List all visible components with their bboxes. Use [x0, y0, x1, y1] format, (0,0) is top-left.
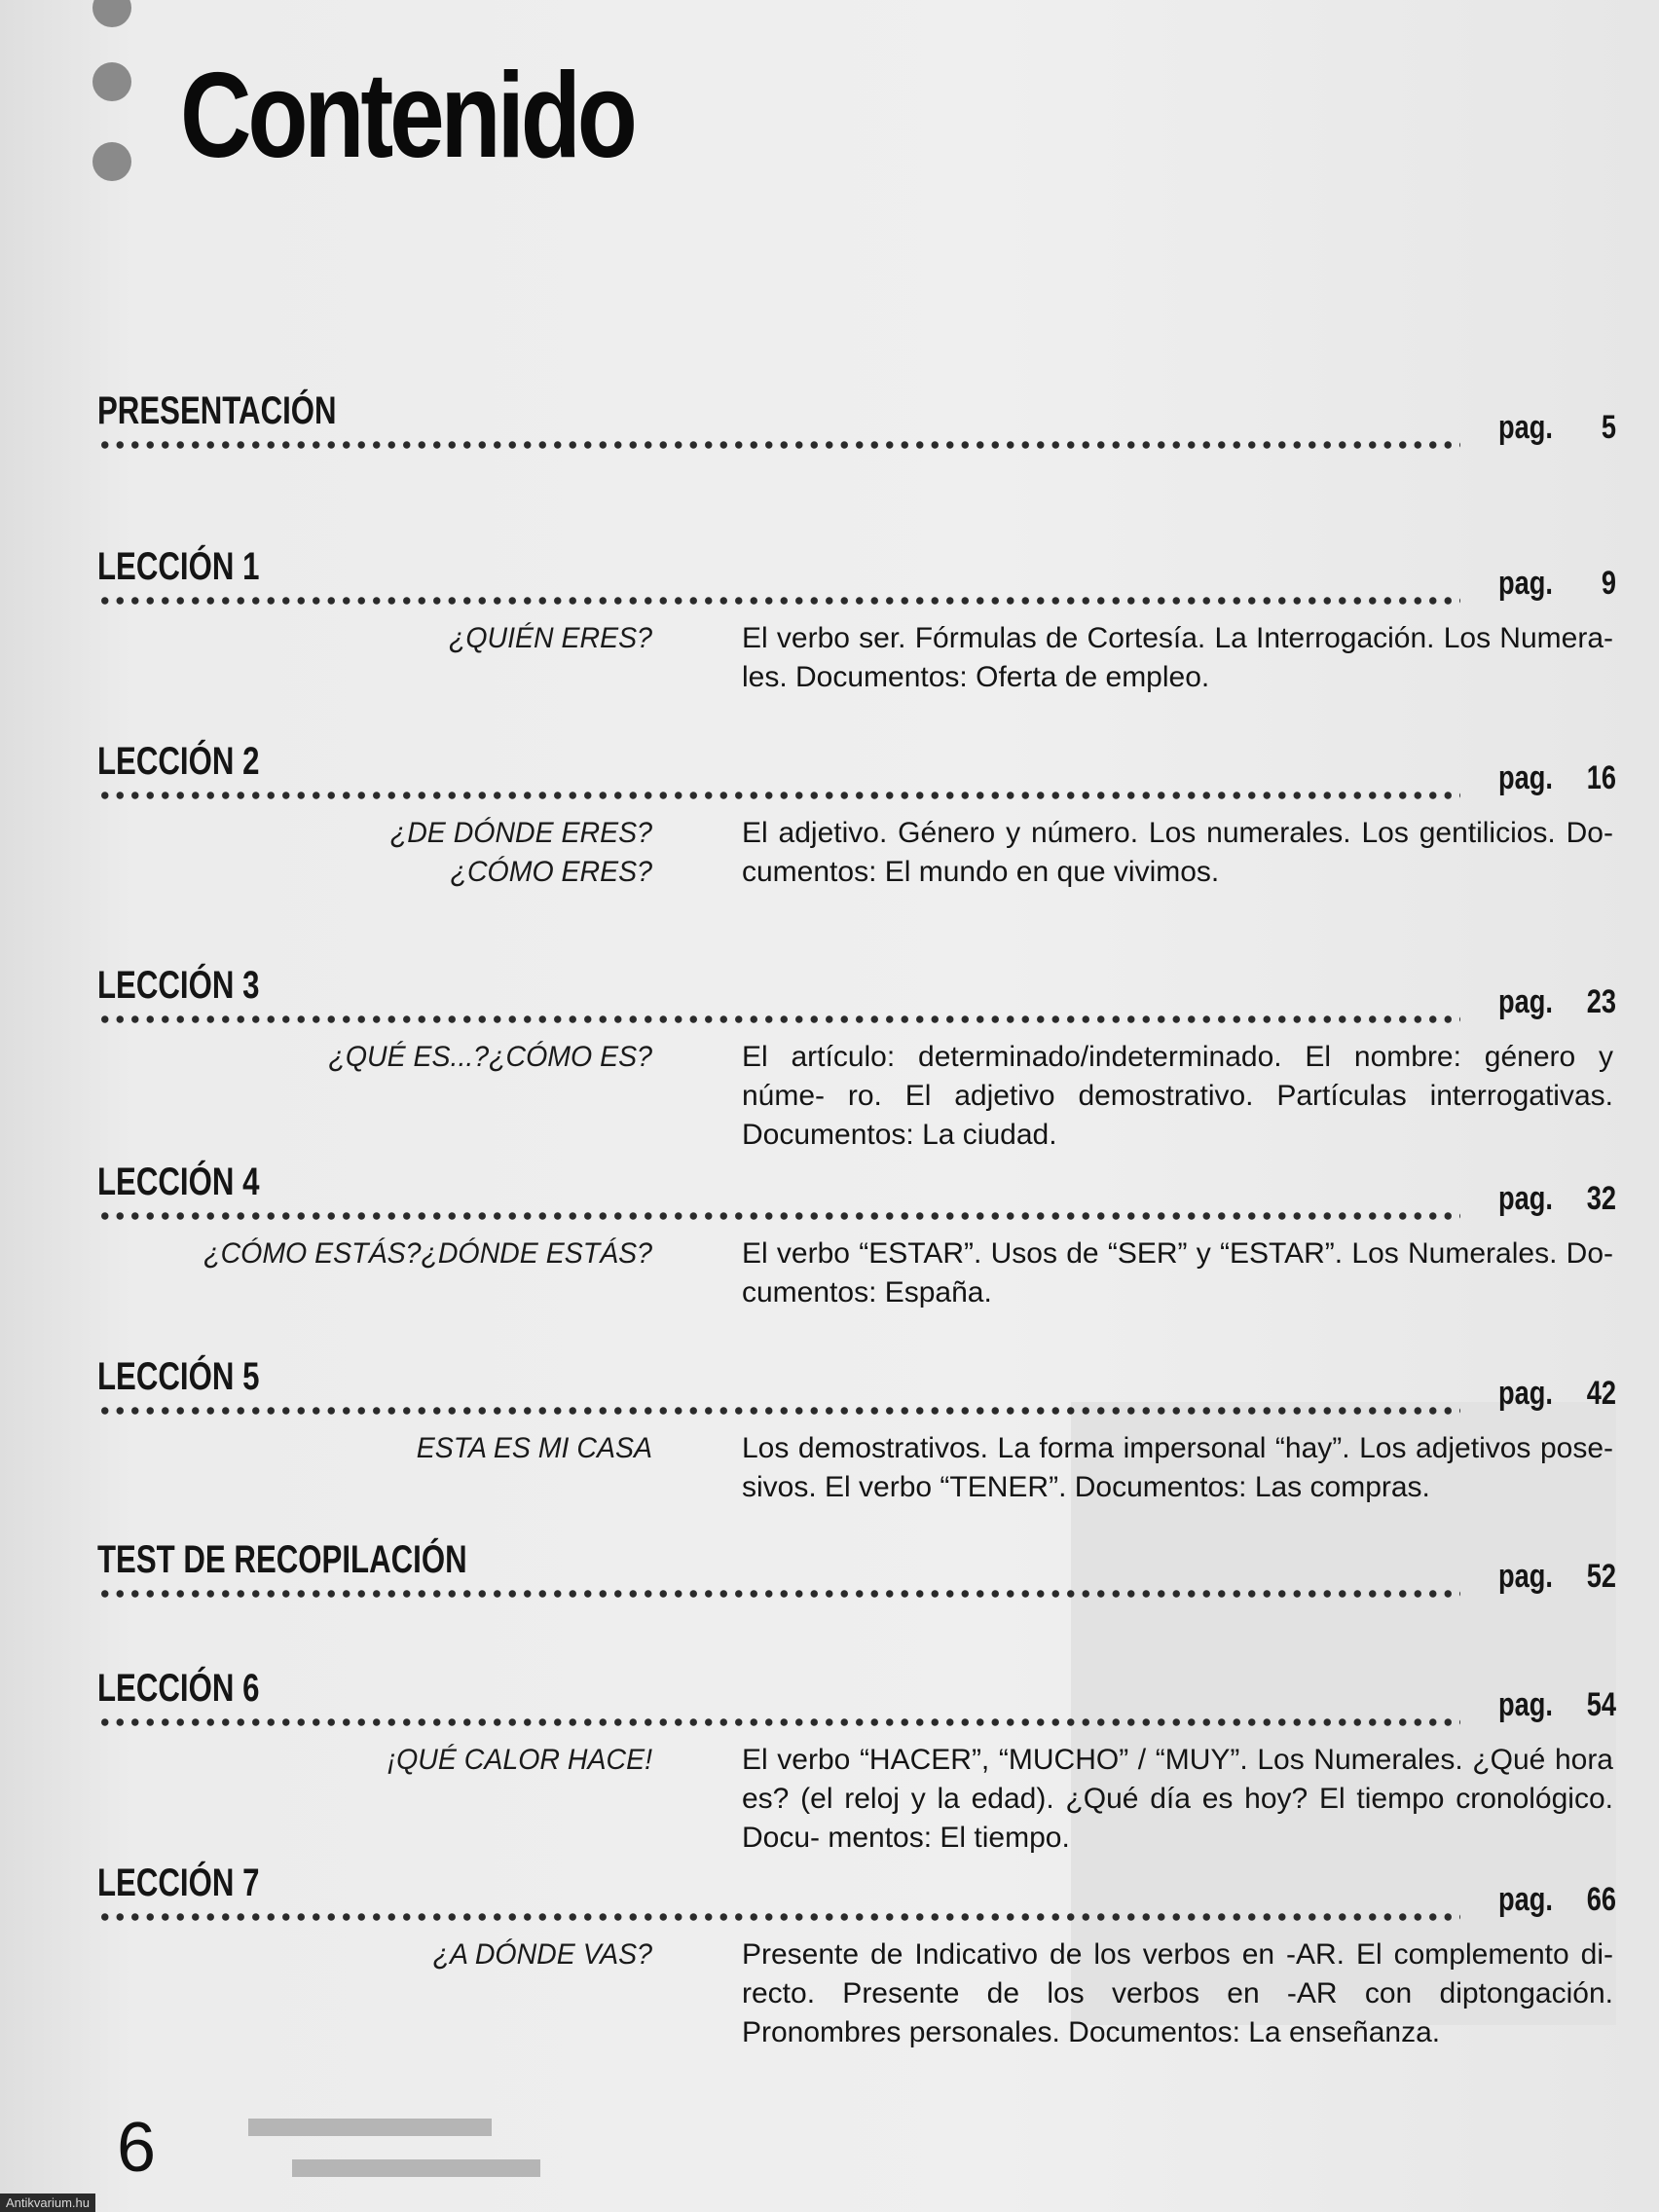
- toc-page-number: 5: [1601, 409, 1616, 446]
- toc-entry-heading-row: [97, 1355, 1616, 1423]
- lesson-subtitle-line: ¿CÓMO ESTÁS?¿DÓNDE ESTÁS?: [203, 1237, 652, 1270]
- dot-leader: [97, 1211, 1460, 1221]
- pag-label: pag.: [1498, 1881, 1553, 1918]
- lesson-subtitle-line: ESTA ES MI CASA: [416, 1432, 652, 1464]
- decorative-bar: [292, 2159, 540, 2177]
- dot-leader: [97, 1014, 1460, 1024]
- lesson-description: El verbo ser. Fórmulas de Cortesía. La Interrogación. Los Numera- les. Documentos: Oferta de empleo.: [742, 622, 1613, 693]
- lesson-subtitle: [126, 1936, 653, 1974]
- toc-entry-label: LECCIÓN 2: [97, 740, 260, 783]
- toc-entry-heading-row: [97, 389, 1616, 458]
- pag-label: pag.: [1498, 565, 1553, 602]
- toc-entry-label: LECCIÓN 5: [97, 1355, 260, 1398]
- lesson-description: El verbo “HACER”, “MUCHO” / “MUY”. Los Numerales. ¿Qué hora es? (el reloj y la edad). ¿Qué día es hoy? El tiempo cronológico. Docu- mentos: El tiempo.: [742, 1744, 1613, 1854]
- pag-label: pag.: [1498, 983, 1553, 1020]
- toc-page-number: 52: [1586, 1558, 1616, 1595]
- pag-label: pag.: [1498, 1375, 1553, 1412]
- toc-page-number: 54: [1586, 1686, 1616, 1723]
- toc-entry-label: LECCIÓN 7: [97, 1862, 260, 1904]
- pag-label: pag.: [1498, 1180, 1553, 1217]
- toc-page-number: 16: [1586, 759, 1616, 796]
- decorative-bar: [248, 2119, 492, 2136]
- pag-label: pag.: [1498, 409, 1553, 446]
- lesson-subtitle-line: ¡QUÉ CALOR HACE!: [387, 1744, 652, 1776]
- toc-entry-heading-row: [97, 1161, 1616, 1229]
- lesson-subtitle-line: ¿QUIÉN ERES?: [448, 622, 652, 654]
- toc-entry-heading-row: [97, 1862, 1616, 1930]
- toc-entry-label: LECCIÓN 1: [97, 545, 260, 588]
- bullet-dot-decoration: [92, 62, 131, 101]
- toc-entry-heading-row: [97, 964, 1616, 1032]
- lesson-description: El adjetivo. Género y número. Los numerales. Los gentilicios. Do- cumentos: El mundo en que vivimos.: [742, 817, 1613, 888]
- toc-entry-label: LECCIÓN 6: [97, 1667, 260, 1710]
- bullet-dot-decoration: [92, 142, 131, 181]
- lesson-subtitle: [126, 814, 653, 892]
- toc-entry: [97, 1667, 1616, 1854]
- toc-entry-label: TEST DE RECOPILACIÓN: [97, 1538, 467, 1581]
- toc-page-number: 42: [1586, 1375, 1616, 1412]
- dot-leader: [97, 1717, 1460, 1727]
- toc-entry: [97, 1161, 1616, 1309]
- toc-entry-heading-row: [97, 545, 1616, 613]
- toc-entry-heading-row: [97, 1538, 1616, 1606]
- toc-entry: [97, 389, 1616, 458]
- toc-entry-label: LECCIÓN 4: [97, 1161, 260, 1203]
- page-number: 6: [117, 2109, 157, 2187]
- toc-entry: [97, 1355, 1616, 1503]
- toc-page-number: 23: [1586, 983, 1616, 1020]
- pag-label: pag.: [1498, 1686, 1553, 1723]
- lesson-subtitle: [126, 1235, 653, 1273]
- toc-page-number: 32: [1586, 1180, 1616, 1217]
- toc-entry: [97, 964, 1616, 1151]
- dot-leader: [97, 596, 1460, 606]
- dot-leader: [97, 1406, 1460, 1416]
- lesson-subtitle-line: ¿A DÓNDE VAS?: [432, 1938, 652, 1971]
- lesson-subtitle: [126, 1038, 653, 1077]
- pag-label: pag.: [1498, 759, 1553, 796]
- lesson-description: El artículo: determinado/indeterminado. El nombre: género y núme- ro. El adjetivo demostrativo. Partículas interrogativas. Documentos: La ciudad.: [742, 1041, 1613, 1151]
- dot-leader: [97, 1589, 1460, 1599]
- lesson-subtitle: [126, 619, 653, 658]
- toc-entry-label: LECCIÓN 3: [97, 964, 260, 1007]
- lesson-subtitle-line: ¿QUÉ ES...?¿CÓMO ES?: [328, 1041, 652, 1073]
- page-title: Contenido: [180, 49, 634, 183]
- pag-label: pag.: [1498, 1558, 1553, 1595]
- lesson-description: Los demostrativos. La forma impersonal “hay”. Los adjetivos pose- sivos. El verbo “TENER”. Documentos: Las compras.: [742, 1432, 1613, 1503]
- dot-leader: [97, 440, 1460, 450]
- lesson-subtitle-line: ¿CÓMO ERES?: [450, 856, 652, 888]
- toc-page-number: 66: [1586, 1881, 1616, 1918]
- watermark-label: Antikvarium.hu: [0, 2194, 95, 2212]
- toc-entry: [97, 1538, 1616, 1606]
- lesson-subtitle-line: ¿DE DÓNDE ERES?: [389, 817, 652, 849]
- lesson-description: Presente de Indicativo de los verbos en -AR. El complemento di- recto. Presente de los verbos en -AR con diptongación. Pronombres personales. Documentos: La enseñanza.: [742, 1938, 1613, 2048]
- lesson-subtitle: [126, 1741, 653, 1780]
- lesson-subtitle: [126, 1429, 653, 1468]
- dot-leader: [97, 1912, 1460, 1922]
- toc-entry-heading-row: [97, 740, 1616, 808]
- toc-entry-heading-row: [97, 1667, 1616, 1735]
- toc-entry: [97, 740, 1616, 888]
- toc-entry: [97, 1862, 1616, 2048]
- dot-leader: [97, 791, 1460, 800]
- toc-entry-label: PRESENTACIÓN: [97, 389, 337, 432]
- toc-entry: [97, 545, 1616, 693]
- toc-page-number: 9: [1601, 565, 1616, 602]
- lesson-description: El verbo “ESTAR”. Usos de “SER” y “ESTAR”. Los Numerales. Do- cumentos: España.: [742, 1237, 1613, 1309]
